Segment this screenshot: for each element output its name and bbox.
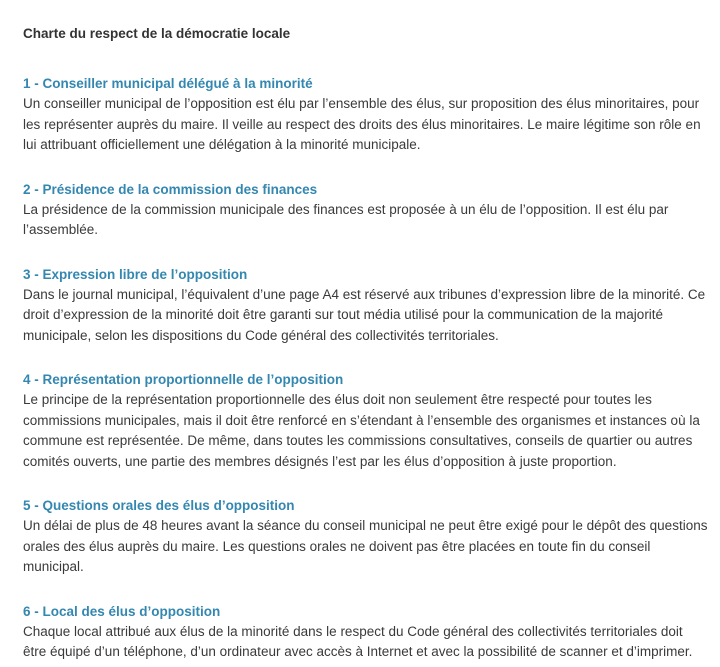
section-2 xyxy=(23,180,708,241)
section-4 xyxy=(23,370,708,472)
section-body: Chaque local attribué aux élus de la minorité dans le respect du Code général des collectivités territoriales doit être équipé d’un téléphone, d’un ordinateur avec accès à Internet et avec la possibilité de scanner et d’imprimer. xyxy=(23,623,693,659)
section-title: 3 - Expression libre de l’opposition xyxy=(23,266,248,282)
section-3 xyxy=(23,265,708,347)
section-body: Dans le journal municipal, l’équivalent d’une page A4 est réservé aux tribunes d’expression libre de la minorité. Ce droit d’expression de la minorité doit être garanti sur tout média utilisé pour la communication de la majorité municipale, selon les dispositions du Code général des collectivités territoriales. xyxy=(23,286,706,343)
section-6 xyxy=(23,602,708,663)
section-body: Un délai de plus de 48 heures avant la séance du conseil municipal ne peut être exigé pour le dépôt des questions orales des élus auprès du maire. Les questions orales ne doivent pas être placées en toute fin du conseil municipal. xyxy=(23,518,708,574)
section-title: 5 - Questions orales des élus d’opposition xyxy=(23,498,295,513)
section-title: 4 - Représentation proportionnelle de l’opposition xyxy=(23,372,344,387)
section-5 xyxy=(23,496,708,578)
section-body: Un conseiller municipal de l’opposition est élu par l’ensemble des élus, sur proposition des élus minoritaires, pour les représenter auprès du maire. Il veille au respect des droits des élus minoritaires. Le maire légitime son rôle en lui attribuant officiellement une délégation à la minorité municipale. xyxy=(23,96,701,152)
section-title: 6 - Local des élus d’opposition xyxy=(23,603,221,619)
section-title: 1 - Conseiller municipal délégué à la minorité xyxy=(23,76,313,91)
section-body: La présidence de la commission municipale des finances est proposée à un élu de l’opposition. Il est élu par l’assemblée. xyxy=(23,201,669,237)
section-1 xyxy=(23,74,708,156)
section-title: 2 - Présidence de la commission des finances xyxy=(23,181,318,197)
page-title: Charte du respect de la démocratie locale xyxy=(23,26,291,41)
section-body: Le principe de la représentation proportionnelle des élus doit non seulement être respecté pour toutes les commissions municipales, mais il doit être renforcé en s’étendant à l’ensemble des organismes et instances où la commune est représentée. De même, dans toutes les commissions consultatives, conseils de quartier ou autres comités ouverts, une partie des membres désignés l’est par les élus d’opposition à juste proportion. xyxy=(23,392,700,469)
